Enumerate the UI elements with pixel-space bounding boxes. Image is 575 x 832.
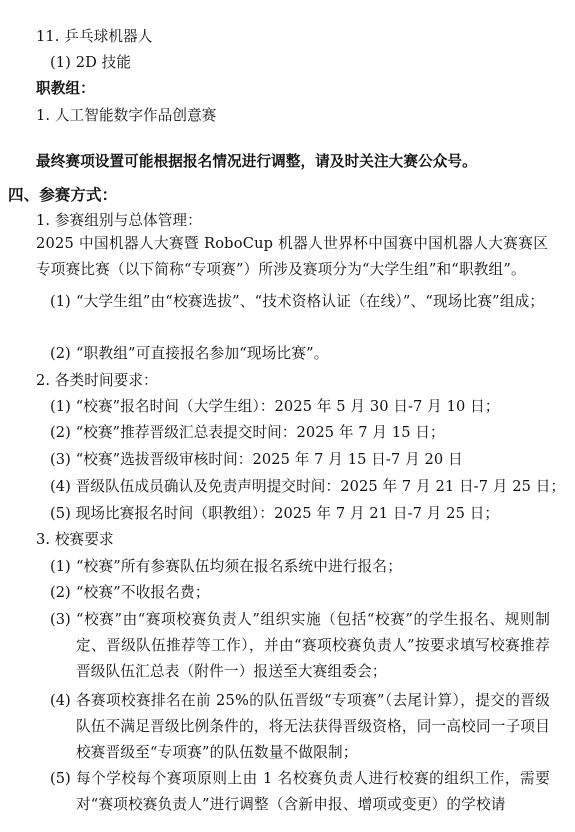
requirement-4 [50, 688, 550, 766]
requirement-2 [50, 580, 550, 606]
list-item-pingpong-robot: 11. 乒乓球机器人 [36, 28, 153, 45]
list-item-ai-digital-works: 1. 人工智能数字作品创意赛 [36, 107, 217, 124]
time-item-2: (2) “校赛”推荐晋级汇总表提交时间：2025 年 7 月 15 日； [50, 424, 445, 441]
subheading-time: 2. 各类时间要求： [36, 372, 158, 389]
requirement-3 [50, 607, 550, 685]
requirement-1-number: (1) [50, 558, 71, 575]
group-item-2-number: (2) [50, 345, 71, 362]
requirement-5 [50, 766, 550, 818]
requirement-3-number: (3) [50, 611, 71, 628]
group-item-2-text: “职教组”可直接报名参加“现场比赛”。 [76, 345, 329, 362]
requirement-5-text: 每个学校每个赛项原则上由 1 名校赛负责人进行校赛的组织工作，需要对“赛项校赛负责人”进行调整（含新申报、增项或变更）的学校请 [76, 770, 550, 813]
time-item-1: (1) “校赛”报名时间（大学生组）：2025 年 5 月 30 日-7 月 10 日； [50, 398, 500, 415]
requirement-4-number: (4) [50, 692, 71, 709]
group-item-2 [50, 341, 550, 367]
time-item-3: (3) “校赛”选拔晋级审核时间：2025 年 7 月 15 日-7 月 20 日 [50, 451, 463, 468]
requirement-1-text: “校赛”所有参赛队伍均须在报名系统中进行报名； [76, 558, 402, 575]
subheading-groups: 1. 参赛组别与总体管理： [36, 212, 202, 229]
time-item-5: (5) 现场比赛报名时间（职教组）：2025 年 7 月 21 日-7 月 25 日； [50, 505, 500, 522]
requirement-2-text: “校赛”不收报名费； [76, 584, 210, 601]
time-item-4: (4) 晋级队伍成员确认及免责声明提交时间：2025 年 7 月 21 日-7 月 25 日； [50, 478, 566, 495]
subheading-school-contest: 3. 校赛要求 [36, 531, 114, 548]
requirement-1 [50, 554, 550, 580]
list-item-2d-skill: (1) 2D 技能 [50, 54, 132, 71]
requirement-2-number: (2) [50, 584, 71, 601]
requirement-3-text: “校赛”由“赛项校赛负责人”组织实施（包括“校赛”的学生报名、规则制定、晋级队伍推荐等工作），并由“赛项校赛负责人”按要求填写校赛推荐晋级队伍汇总表（附件一）报送至大赛组委会； [76, 611, 550, 680]
section-heading-participation: 四、参赛方式： [8, 186, 118, 204]
section-heading-vocational: 职教组： [36, 80, 95, 97]
group-item-1-number: (1) [50, 293, 71, 310]
group-item-1-text: “大学生组”由“校赛选拔”、“技术资格认证（在线）”、“现场比赛”组成； [76, 293, 545, 310]
paragraph-overview: 2025 中国机器人大赛暨 RoboCup 机器人世界杯中国赛中国机器人大赛赛区专项赛比赛（以下简称“专项赛”）所涉及赛项分为“大学生组”和“职教组”。 [36, 235, 548, 278]
requirement-5-number: (5) [50, 770, 71, 787]
notice-adjustment: 最终赛项设置可能根据报名情况进行调整，请及时关注大赛公众号。 [36, 153, 477, 170]
requirement-4-text: 各赛项校赛排名在前 25%的队伍晋级“专项赛”（去尾计算），提交的晋级队伍不满足晋级比例条件的，将无法获得晋级资格，同一高校同一子项目校赛晋级至“专项赛”的队伍数量不做限制； [76, 692, 550, 761]
group-item-1 [50, 289, 550, 315]
